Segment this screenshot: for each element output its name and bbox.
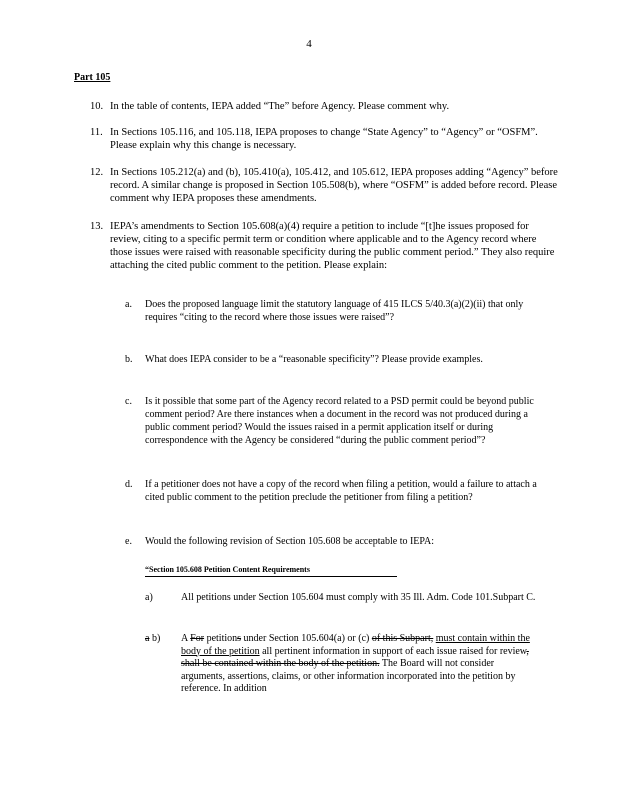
struck-text: , shall be contained within the body of the petition. [181, 645, 529, 669]
question-text: In the table of contents, IEPA added “The” before Agency. Please comment why. [110, 101, 450, 112]
struck-text: of this Subpart, [371, 633, 434, 644]
subquestion-text: Would the following revision of Section 105.608 be acceptable to IEPA: [145, 536, 435, 547]
struck-label: a [145, 633, 150, 644]
question-number: 11. [90, 127, 103, 138]
text-run: all pertinent information in support of each issue raised for review [262, 645, 527, 657]
subquestion-text: What does IEPA consider to be a “reasonable specificity”? Please provide examples. [145, 354, 483, 365]
subquestion-label: e. [125, 536, 132, 547]
subquestion-b [125, 353, 545, 366]
struck-text: s [237, 633, 242, 644]
subquestion-d [125, 478, 545, 504]
page-number: 4 [306, 38, 312, 50]
new-label: b) [151, 633, 161, 644]
subquestion-e [125, 535, 545, 548]
subquestion-text: Does the proposed language limit the statutory language of 415 ILCS 5/40.3(a)(2)(ii) that only requires “citing to the record where those issues were raised”? [145, 299, 524, 323]
subquestion-text: If a petitioner does not have a copy of the record when filing a petition, would a failure to attach a cited public comment to the petition preclude the petitioner from filing a petition? [145, 479, 537, 503]
proposed-section-title: “Section 105.608 Petition Content Requirements [145, 565, 397, 577]
question-number: 10. [90, 101, 104, 112]
question-text: In Sections 105.212(a) and (b), 105.410(a), 105.412, and 105.612, IEPA proposes adding “Agency” before record. A similar change is proposed in Section 105.508(b), where “OSFM” is added before record. Please comment why IEPA proposes these amendments. [110, 167, 558, 204]
question-number: 12. [90, 167, 104, 178]
subquestion-c [125, 395, 545, 447]
question-10 [90, 100, 560, 113]
question-number: 13. [90, 221, 104, 232]
question-12 [90, 166, 560, 205]
inserted-text: must contain within the body of the petition [181, 633, 530, 657]
question-11 [90, 126, 560, 152]
subsection-text [181, 633, 540, 696]
subquestion-label: c. [125, 396, 132, 407]
text-run: under Section 105.604(a) or (c) [243, 633, 370, 644]
subsection-label: a) [145, 592, 153, 603]
text-run: A [181, 633, 188, 644]
proposed-subsection-b [145, 633, 540, 696]
subsection-text: All petitions under Section 105.604 must comply with 35 Ill. Adm. Code 101.Subpart C. [181, 592, 536, 603]
subsection-label [145, 633, 160, 646]
question-text: IEPA’s amendments to Section 105.608(a)(4) require a petition to include “[t]he issues proposed for review, citing to a specific permit term or condition where applicable and to the Agency record where those issues were raised with reasonable specificity during the public comment period.” They also require attaching the cited public comment to the petition. Please explain: [110, 221, 555, 271]
subquestion-label: a. [125, 299, 132, 310]
subquestion-label: d. [125, 479, 133, 490]
section-heading: Part 105 [74, 72, 111, 83]
subquestion-a [125, 298, 545, 324]
subquestion-label: b. [125, 354, 133, 365]
text-run: petition [206, 633, 238, 644]
text-run: The Board will not consider arguments, assertions, claims, or other information incorporated into the petition by reference. In addition [181, 658, 516, 694]
subquestion-text: Is it possible that some part of the Agency record related to a PSD permit could be beyond public comment period? Are there instances when a document in the record was not produced during a public comment period? Would the issues raised in a permit application itself or during correspondence with the Agency be considered “during the public comment period”? [145, 396, 534, 446]
struck-text: For [190, 633, 205, 644]
proposed-subsection-a [145, 592, 540, 605]
question-13 [90, 220, 560, 272]
question-text: In Sections 105.116, and 105.118, IEPA proposes to change “State Agency” to “Agency” or “OSFM”. Please explain why this change is necessary. [110, 127, 538, 151]
